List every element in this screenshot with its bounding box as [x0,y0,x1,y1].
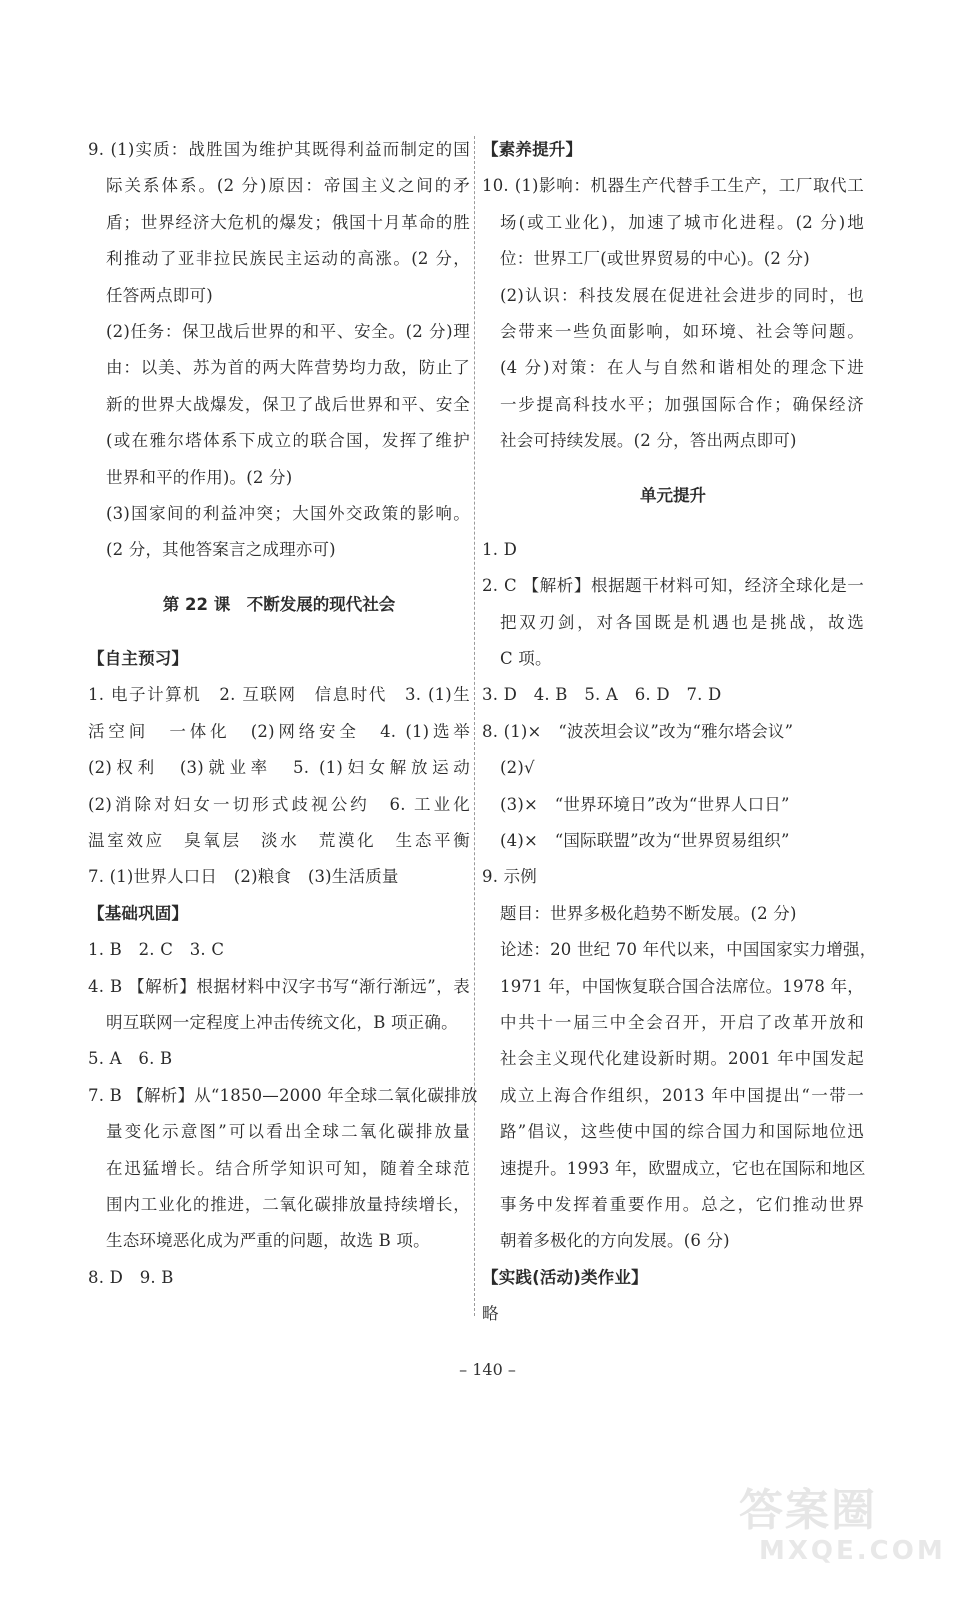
text-line: 围内工业化的推进，二氧化碳排放量持续增长， [106,1194,470,1214]
question-9-answer [88,132,470,569]
unit-answers [482,532,877,1260]
section-header-preview: 【自主预习】 [88,649,189,669]
section-header-literacy: 【素养提升】 [482,140,583,159]
section-header-basics: 【基础巩固】 [88,903,189,923]
text-line: 中共十一届三中全会召开，开启了改革开放和 [500,1012,864,1032]
text-line: 7. B 【解析】从“1850—2000 年全球二氧化碳排放 [88,1085,478,1105]
text-line: (2)任务：保卫战后世界的和平、安全。(2 分)理 [106,321,470,341]
text-line: 成立上海合作组织，2013 年中国提出“一带一 [500,1085,864,1105]
unit-title: 单元提升 [640,485,706,505]
text-line: 速提升。1993 年，欧盟成立，它也在国际和地区 [500,1158,866,1178]
text-line: (4)× “国际联盟”改为“世界贸易组织” [500,831,790,851]
text-line: C 项。 [500,649,552,669]
text-line: 社会主义现代化建设新时期。2001 年中国发起 [500,1049,864,1069]
text-line: 一步提高科技水平；加强国际合作；确保经济 [500,394,864,414]
watermark-site: MXQE.COM [759,1536,946,1566]
text-line: 会带来一些负面影响，如环境、社会等问题。 [500,321,864,341]
text-line: 由：以美、苏为首的两大阵营势均力敌，防止了 [106,358,470,378]
text-line: 利推动了亚非拉民族民主运动的高涨。(2 分， [106,249,470,269]
text-line: (3)× “世界环境日”改为“世界人口日” [500,794,790,814]
text-line: 1. 电子计算机 2. 互联网 信息时代 3. (1)生 [88,685,470,705]
text-line: 新的世界大战爆发，保卫了战后世界和平、安全 [106,394,470,414]
text-line: 8. (1)× “波茨坦会议”改为“雅尔塔会议” [482,721,794,741]
column-divider [474,136,475,1316]
text-line: 朝着多极化的方向发展。(6 分) [500,1231,730,1251]
text-line: (2)消除对妇女一切形式歧视公约 6. 工业化 [88,794,470,814]
text-line: 4. B 【解析】根据材料中汉字书写“渐行渐远”，表 [88,976,470,996]
text-line: 10. (1)影响：机器生产代替手工生产，工厂取代工 [482,176,864,196]
watermark-logo [739,1486,949,1576]
text-line: 1. B 2. C 3. C [88,940,225,960]
text-line: 明互联网一定程度上冲击传统文化，B 项正确。 [106,1012,458,1032]
watermark-logo-text: 答案圈 [739,1485,877,1536]
literacy-answers [482,168,864,459]
text-line: 事务中发挥着重要作用。总之，它们推动世界 [500,1194,864,1214]
text-line: (4 分)对策：在人与自然和谐相处的理念下进 [500,358,864,378]
text-line: 任答两点即可) [106,285,213,305]
text-line: 9. 示例 [482,867,537,887]
page-number: – 140 – [459,1360,516,1379]
text-line: (2 分，其他答案言之成理亦可) [106,540,336,560]
text-line: 把双刃剑，对各国既是机遇也是挑战，故选 [500,612,864,632]
practice-answer: 略 [482,1304,499,1324]
text-line: 社会可持续发展。(2 分，答出两点即可) [500,431,797,451]
text-line: 题目：世界多极化趋势不断发展。(2 分) [500,903,797,923]
text-line: (3)国家间的利益冲突；大国外交政策的影响。 [106,503,470,523]
text-line: 温室效应 臭氧层 淡水 荒漠化 生态平衡 [88,831,470,851]
text-line: 场(或工业化)，加速了城市化进程。(2 分)地 [500,212,864,232]
text-line: 7. (1)世界人口日 (2)粮食 (3)生活质量 [88,867,399,887]
text-line: 8. D 9. B [88,1267,174,1287]
right-column [482,132,877,1333]
text-line: (或在雅尔塔体系下成立的联合国，发挥了维护 [106,431,470,451]
lesson-title: 第 22 课 不断发展的现代社会 [162,594,396,614]
text-line: 1. D [482,539,518,559]
basics-answers [88,932,478,1296]
text-line: (2)权利 (3)就业率 5. (1)妇女解放运动 [88,758,470,778]
text-line: 论述：20 世纪 70 年代以来，中国国家实力增强， [500,940,877,960]
text-line: 2. C 【解析】根据题干材料可知，经济全球化是一 [482,576,864,596]
text-line: 活空间 一体化 (2)网络安全 4. (1)选举 [88,721,470,741]
text-line: 生态环境恶化成为严重的问题，故选 B 项。 [106,1231,430,1251]
text-line: 位：世界工厂(或世界贸易的中心)。(2 分) [500,249,810,269]
text-line: (2)认识：科技发展在促进社会进步的同时，也 [500,285,864,305]
text-line: 3. D 4. B 5. A 6. D 7. D [482,685,722,705]
text-line: 盾；世界经济大危机的爆发；俄国十月革命的胜 [106,212,470,232]
text-line: 5. A 6. B [88,1049,173,1069]
preview-answers [88,677,470,895]
left-column [88,132,478,1296]
section-header-practice: 【实践(活动)类作业】 [482,1267,648,1287]
text-line: 在迅猛增长。结合所学知识可知，随着全球范 [106,1158,470,1178]
text-line: 1971 年，中国恢复联合国合法席位。1978 年， [500,976,864,996]
text-line: 量变化示意图”可以看出全球二氧化碳排放量 [106,1122,470,1142]
text-line: 路”倡议，这些使中国的综合国力和国际地位迅 [500,1122,864,1142]
text-line: 世界和平的作用)。(2 分) [106,467,293,487]
text-line: 9. (1)实质：战胜国为维护其既得利益而制定的国 [88,140,470,159]
text-line: (2)√ [500,758,535,778]
text-line: 际关系体系。(2 分)原因：帝国主义之间的矛 [106,176,470,196]
